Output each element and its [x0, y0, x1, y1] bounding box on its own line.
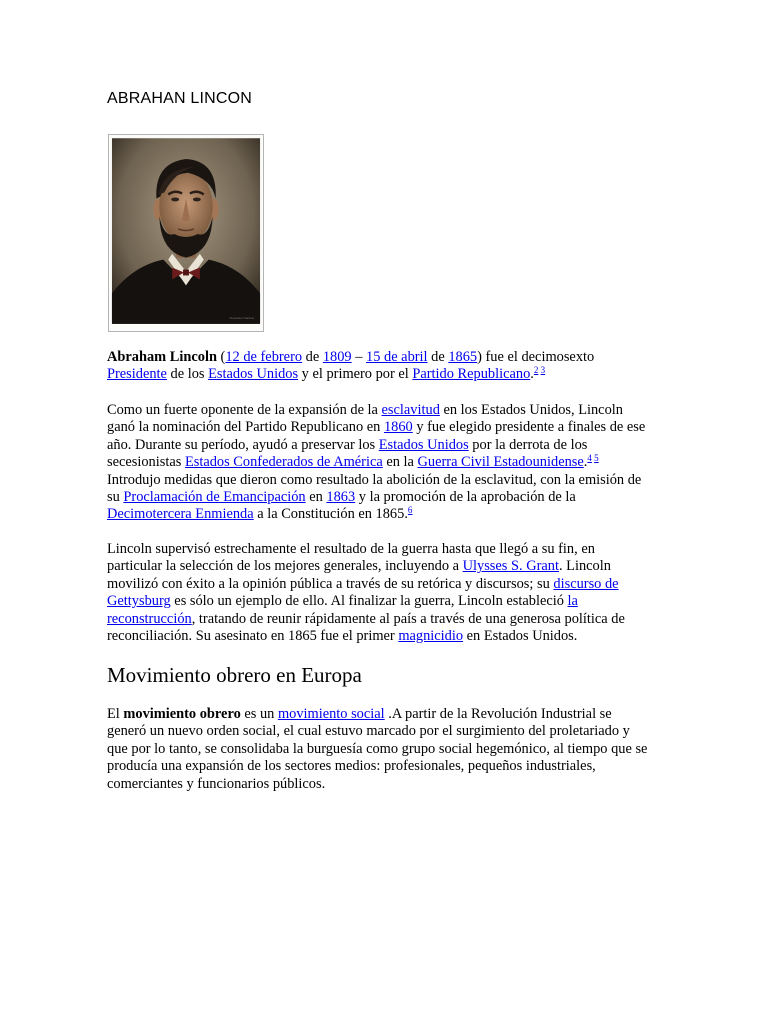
lincoln-name: Abraham Lincoln — [107, 349, 217, 365]
link-discurso-gettysburg[interactable]: discurso de Gettysburg — [107, 575, 619, 610]
text-run: ( — [216, 349, 226, 365]
text-run: Lincoln supervisó estrechamente el resultado de la guerra hasta que llegó a su fin, en particular la selección de los mejores generales, incluyendo a — [107, 541, 595, 575]
text-run: , tratando de reunir rápidamente al país a través de una generosa política de reconciliación. Su asesinato en 1865 fue el primer — [107, 610, 625, 645]
text-run: en la — [382, 454, 418, 471]
text-run: en — [305, 489, 327, 506]
text-run: Introdujo medidas que dieron como resultado la abolición de la esclavitud, con la emisión de su — [107, 471, 642, 506]
link-esclavitud[interactable]: esclavitud — [381, 402, 440, 418]
link-estados-unidos[interactable]: Estados Unidos — [208, 366, 299, 383]
lincoln-portrait-image — [108, 134, 264, 332]
link-partido-republicano[interactable]: Partido Republicano — [412, 366, 531, 383]
text-run: y la promoción de la aprobación de la — [355, 489, 576, 506]
footnote-link-2[interactable]: 2 — [533, 365, 539, 376]
bold-term-movimiento-obrero: movimiento obrero — [123, 706, 241, 722]
paragraph-movimiento-obrero — [107, 706, 652, 793]
text-run: en Estados Unidos. — [463, 628, 578, 645]
text-run: es un — [240, 706, 278, 722]
text-run: . Lincoln movilizó con éxito a la opinión pública a través de su retórica y discursos; su — [107, 558, 611, 592]
text-run: y el primero por el — [298, 366, 413, 383]
text-run: a la Constitución en 1865. — [253, 506, 408, 523]
link-magnicidio[interactable]: magnicidio — [398, 628, 464, 645]
link-estados-confederados[interactable]: Estados Confederados de América — [184, 454, 383, 471]
text-run: El — [107, 706, 124, 722]
footnote-ref — [534, 365, 545, 375]
section-heading-movimiento-obrero: Movimiento obrero en Europa — [107, 663, 362, 687]
portrait-photo-icon — [109, 135, 263, 331]
link-presidente[interactable]: Presidente — [107, 366, 167, 383]
footnote-link-3[interactable]: 3 — [540, 365, 546, 376]
footnote-link-5[interactable]: 5 — [594, 453, 599, 464]
text-run: Como un fuerte oponente de la expansión de la — [107, 402, 382, 418]
footnote-link-4[interactable]: 4 — [587, 453, 592, 464]
link-reconstruccion[interactable]: la reconstrucción — [107, 593, 578, 627]
text-run: ) fue el decimosexto — [477, 349, 595, 365]
link-decimotercera-enmienda[interactable]: Decimotercera Enmienda — [107, 506, 254, 523]
paragraph-lincoln-war — [107, 541, 652, 645]
footnote-link-6[interactable]: 6 — [407, 505, 413, 516]
link-birth-year[interactable]: 1809 — [322, 349, 352, 365]
text-run: por la derrota de los secesionistas — [107, 436, 588, 471]
text-run: . — [530, 366, 534, 383]
text-run: de — [302, 349, 323, 365]
link-1860[interactable]: 1860 — [383, 419, 413, 436]
link-birth-date[interactable]: 12 de febrero — [225, 349, 303, 365]
paragraph-lincoln-presidency — [107, 402, 652, 524]
text-run: .A partir de la Revolución Industrial se generó un nuevo orden social, el cual estuvo marcado por el surgimiento del proletariado y que por lo tanto, se consolidaba la burguesía como grupo social hegemónico, al tiempo que se producía una expansión de los sectores medios: profesionales, pequeños industriales, comerciantes y funcionarios públicos. — [107, 706, 648, 792]
link-death-date[interactable]: 15 de abril — [366, 349, 428, 365]
portrait-caption: Alexander Gardner — [229, 315, 255, 320]
link-death-year[interactable]: 1865 — [448, 349, 478, 365]
text-run: de — [427, 349, 449, 365]
link-movimiento-social[interactable]: movimiento social — [277, 706, 385, 722]
link-estados-unidos-2[interactable]: Estados Unidos — [378, 436, 469, 453]
text-run: de los — [166, 366, 209, 383]
link-ulysses-grant[interactable]: Ulysses S. Grant — [462, 558, 559, 575]
link-proclamacion[interactable]: Proclamación de Emancipación — [123, 489, 306, 506]
text-run: . — [583, 454, 588, 471]
link-guerra-civil[interactable]: Guerra Civil Estadounidense — [417, 454, 584, 471]
text-run: es sólo un ejemplo de ello. Al finalizar la guerra, Lincoln estableció — [170, 593, 568, 610]
text-run: y fue elegido presidente a finales de ese año. Durante su período, ayudó a preservar los — [107, 419, 646, 453]
paragraph-lincoln-intro — [107, 349, 652, 384]
document-title: ABRAHAN LINCON — [107, 90, 253, 107]
text-run: en los Estados Unidos, Lincoln ganó la nominación del Partido Republicano en — [107, 402, 623, 436]
footnote-ref — [408, 505, 413, 515]
text-run: – — [351, 349, 367, 365]
footnote-ref — [587, 453, 598, 463]
link-1863[interactable]: 1863 — [326, 489, 356, 506]
